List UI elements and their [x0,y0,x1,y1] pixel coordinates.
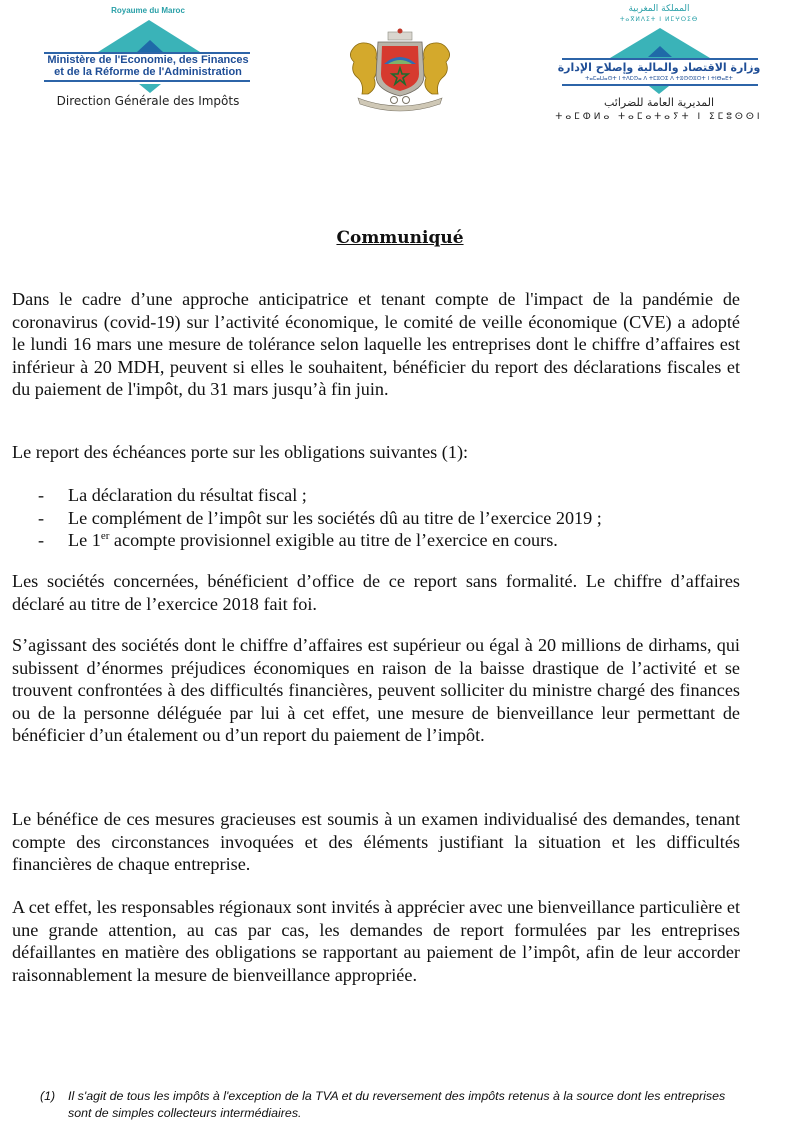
paragraph-individual-review: Le bénéfice de ces mesures gracieuses est soumis à un examen individualisé des demandes, tenant compte des circonstances invoquées et des éléments justifiant la situation et les difficultés financières de chaque entreprise. [12,809,740,875]
ministry-line-1: Ministère de l'Economie, des Finances [47,54,249,66]
paragraph-concerned-companies: Les sociétés concernées, bénéficient d’office de ce report sans formalité. Le chiffre d’affaires déclaré au titre de l’exercice 2018 fait foi. [12,571,740,614]
kingdom-label-tifinagh: ⵜⴰⴳⵍⴷⵉⵜ ⵏ ⵍⵎⵖⵔⵉⴱ [619,16,699,23]
paragraph-obligations-intro: Le report des échéances porte sur les obligations suivantes (1): [12,442,469,462]
paragraph-regional-managers: A cet effet, les responsables régionaux sont invités à apprécier avec une bienveillance particulière et une grande attention, au cas par cas, les demandes de report formulées par les entreprises défaillantes en matière des obligations se rapportant au paiement de l’impôt, afin de leur accorder raisonnablement la mesure de bienveillance appropriée. [12,897,740,985]
list-dash: - [38,485,45,505]
list-item-prefix: Le 1 [68,530,101,551]
footnote-text: Il s'agit de tous les impôts à l'exception de la TVA et du reversement des impôts retenus à la source dont les entreprises sont de simples collecteurs intermédiaires. [68,1089,726,1120]
ordinal-superscript: er [100,530,110,543]
dgi-logo-arabic [528,4,790,126]
kingdom-label: Royaume du Maroc [111,6,185,15]
list-dash: - [38,530,45,551]
directorate-name: Direction Générale des Impôts [56,94,240,108]
list-item-rest: acompte provisionnel exigible au titre de l’exercice en cours. [109,530,558,551]
logo-rule-top [562,58,758,60]
document-title: Communiqué [336,228,464,248]
list-item [38,507,738,530]
ministry-name-tifinagh: ⵜⴰⵎⴰⵡⴰⵙⵜ ⵏ ⵜⴷⵎⵙⴰ ⴷ ⵜⵎⵓⵔⵉ ⴷ ⵜⵓⵙⵙⵓⵔⵜ ⵏ ⵜⵏⴱⴰⴹⵜ [585,76,733,82]
footnote-number: (1) [40,1089,56,1103]
down-triangle-icon [649,86,669,94]
kingdom-label-arabic: المملكة المغربية [628,4,690,14]
moroccan-coat-of-arms-icon [344,28,456,112]
dgi-logo-french [28,4,268,114]
logo-rule-bottom [44,80,250,82]
ministry-line-2: et de la Réforme de l'Administration [54,66,242,78]
paragraph-intro: Dans le cadre d’une approche anticipatrice et tenant compte de l'impact de la pandémie de coronavirus (covid-19) sur l’activité économique, le comité de veille économique (CVE) a adopté le lundi 16 mars une mesure de tolérance selon laquelle les entreprises dont le chiffre d’affaires est inférieur à 20 MDH, peuvent si elles le souhaitent, bénéficier du report des déclarations fiscales et du paiement de l'impôt, du 31 mars jusqu’à fin juin. [12,289,740,400]
obligations-list [38,484,738,552]
down-triangle-icon [139,84,161,93]
ministry-name [28,54,268,78]
list-item [38,529,738,552]
directorate-name-arabic: المديرية العامة للضرائب [604,96,714,109]
roof-inner-triangle-icon [137,40,163,52]
footnote [40,1088,740,1122]
list-item-text: La déclaration du résultat fiscal ; [68,485,307,505]
roof-inner-triangle-icon [648,46,672,57]
directorate-name-tifinagh: ⵜⴰⵎⵀⵍⴰ ⵜⴰⵎⴰⵜⴰⵢⵜ ⵏ ⵉⵎⵓⵙⵙⵏ [555,112,763,122]
list-item-text: Le complément de l’impôt sur les sociétés dû au titre de l’exercice 2019 ; [68,507,602,528]
paragraph-large-companies: S’agissant des sociétés dont le chiffre d’affaires est supérieur ou égal à 20 millions de dirhams, qui subissent d’énormes préjudices économiques en raison de la baisse drastique de l’activité et se trouvent confrontées à des difficultés financières, peuvent solliciter du ministre chargé des finances ou de la personne déléguée par lui à cet effet, une mesure de bienveillance leur permettant de bénéficier d’un étalement ou d’un report du paiement de l’impôt. [12,635,740,746]
ministry-name-arabic: وزارة الاقتصاد والمالية وإصلاح الإدارة [557,61,761,74]
list-item-text [68,529,558,552]
list-dash: - [38,507,45,528]
list-item [38,484,738,507]
document-header [0,0,800,130]
